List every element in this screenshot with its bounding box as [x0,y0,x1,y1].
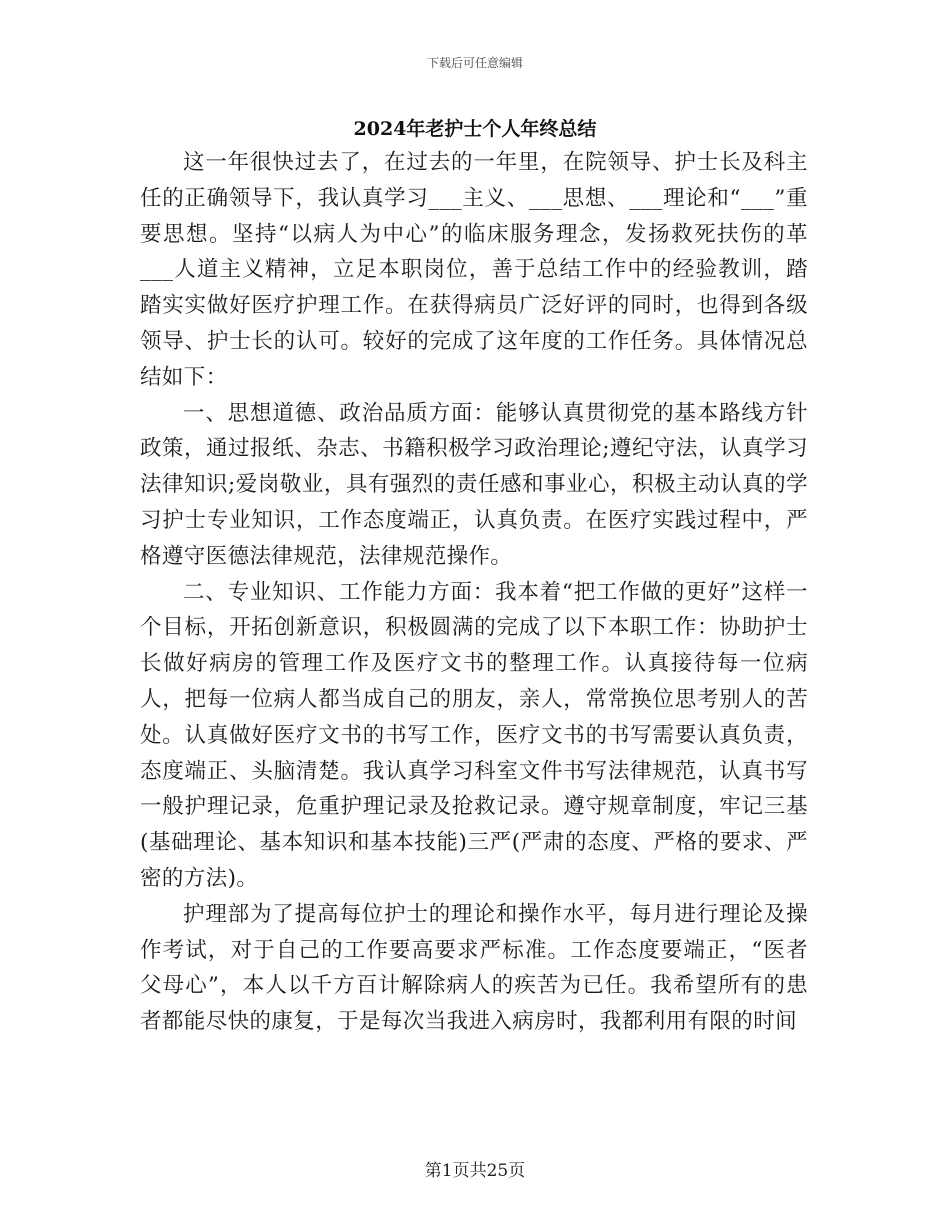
paragraph-nursing-dept: 护理部为了提高每位护士的理论和操作水平，每月进行理论及操作考试，对于自己的工作要高要求严标准。工作态度要端正，“医者父母心”，本人以千方百计解除病人的疾苦为已任。我希望所有的患者都能尽快的康复，于是每次当我进入病房时，我都利用有限的时间 [140,901,808,1035]
document-body [140,145,808,1040]
page-number: 第1页共25页 [424,1161,526,1181]
paragraph-ideology: 一、思想道德、政治品质方面：能够认真贯彻党的基本路线方针政策，通过报纸、杂志、书籍积极学习政治理论;遵纪守法，认真学习法律知识;爱岗敬业，具有强烈的责任感和事业心，积极主动认真的学习护士专业知识，工作态度端正，认真负责。在医疗实践过程中，严格遵守医德法律规范，法律规范操作。 [140,400,808,569]
paragraph-professional: 二、专业知识、工作能力方面：我本着“把工作做的更好”这样一个目标，开拓创新意识，积极圆满的完成了以下本职工作：协助护士长做好病房的管理工作及医疗文书的整理工作。认真接待每一位病人，把每一位病人都当成自己的朋友，亲人，常常换位思考别人的苦处。认真做好医疗文书的书写工作，医疗文书的书写需要认真负责，态度端正、头脑清楚。我认真学习科室文件书写法律规范，认真书写一般护理记录，危重护理记录及抢救记录。遵守规章制度，牢记三基(基础理论、基本知识和基本技能)三严(严肃的态度、严格的要求、严密的方法)。 [140,579,808,891]
paragraph-intro: 这一年很快过去了，在过去的一年里，在院领导、护士长及科主任的正确领导下，我认真学习___主义、___思想、___理论和“___”重要思想。坚持“以病人为中心”的临床服务理念，发扬救死扶伤的革___人道主义精神，立足本职岗位，善于总结工作中的经验教训，踏踏实实做好医疗护理工作。在获得病员广泛好评的同时，也得到各级领导、护士长的认可。较好的完成了这年度的工作任务。具体情况总结如下： [140,150,808,390]
document-title: 2024年老护士个人年终总结 [353,118,597,140]
header-note: 下载后可任意编辑 [426,56,523,70]
